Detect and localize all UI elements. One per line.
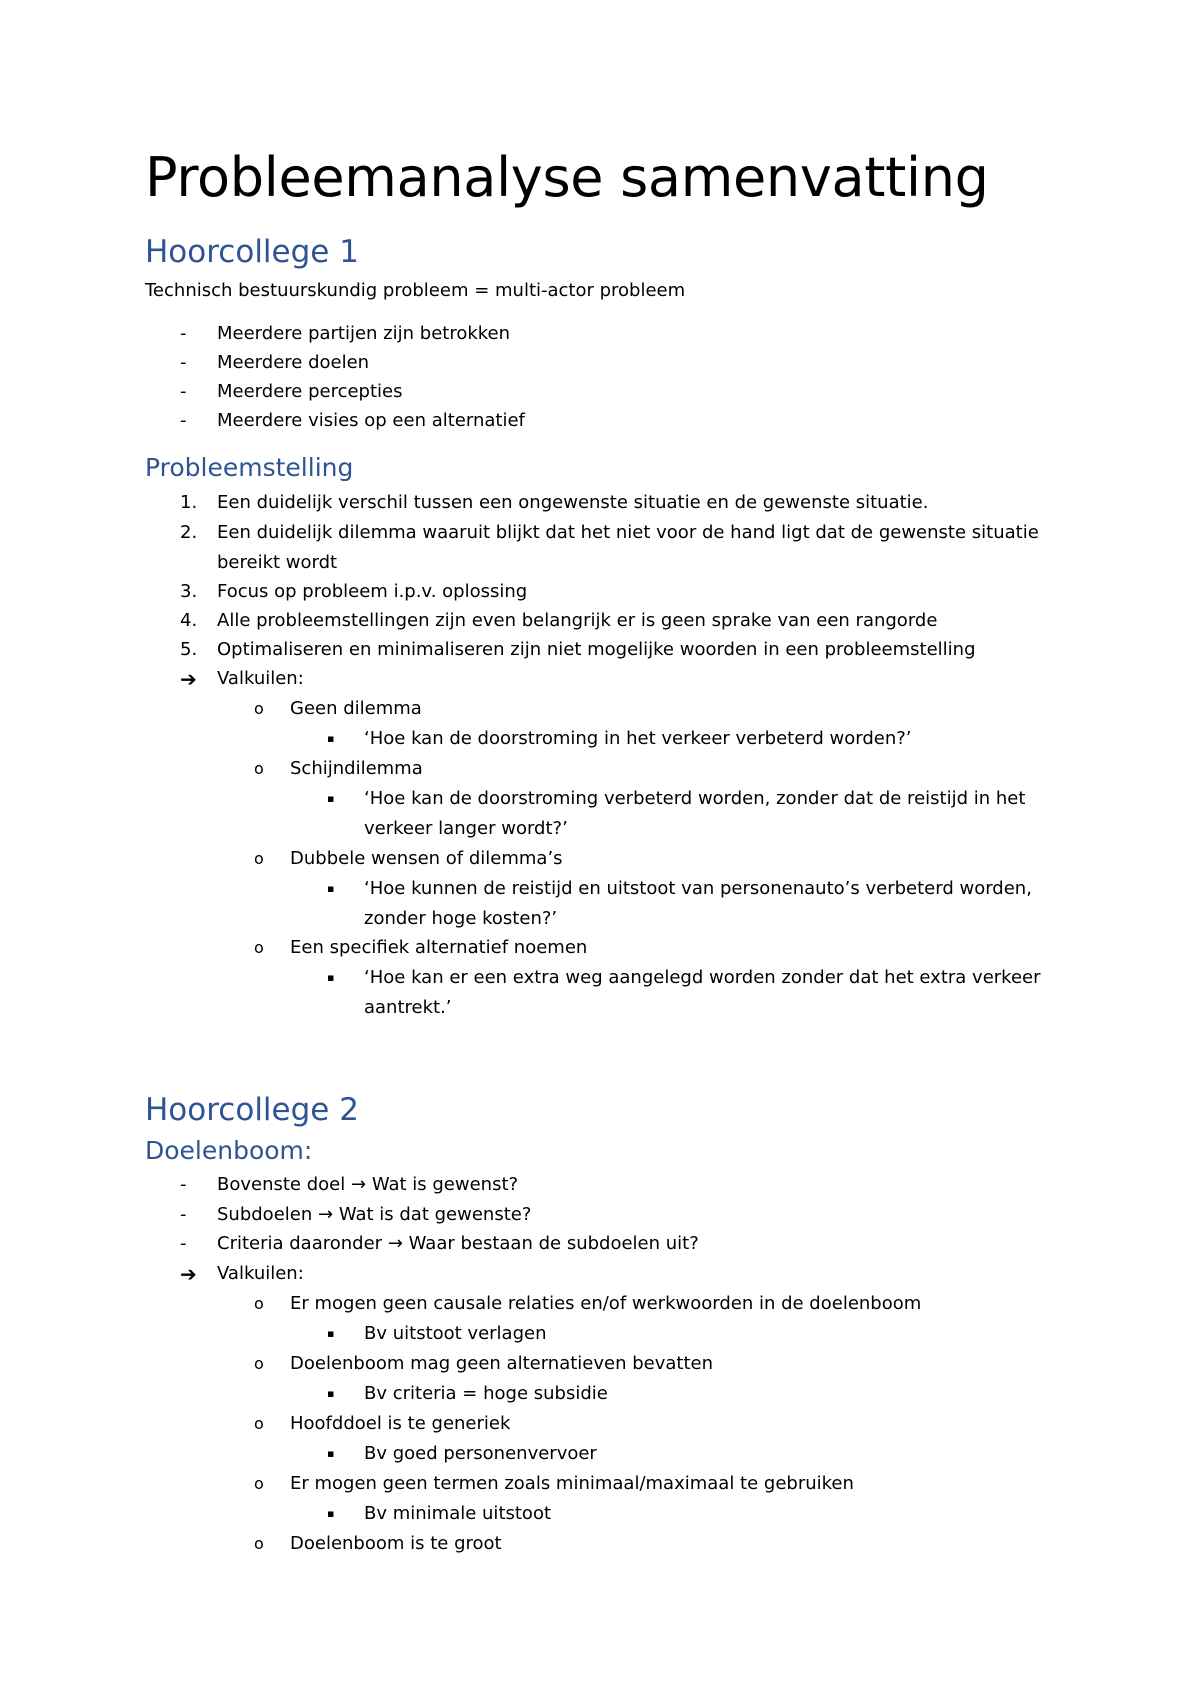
heading-doelenboom: Doelenboom:	[145, 1136, 313, 1165]
square-bullet-icon: ▪	[327, 732, 335, 745]
valkuil-label: Een specifiek alternatief noemen	[290, 937, 588, 958]
valkuil-label: Dubbele wensen of dilemma’s	[290, 848, 563, 869]
square-bullet-icon: ▪	[327, 1387, 335, 1400]
valkuil-label: Hoofddoel is te generiek	[290, 1413, 511, 1434]
circle-bullet-icon: o	[254, 938, 264, 957]
right-arrow-icon: →	[387, 1233, 403, 1254]
probleemstelling-item: Optimaliseren en minimaliseren zijn niet mogelijke woorden in een probleemstelling	[217, 639, 976, 660]
doelenboom-item	[217, 1232, 699, 1256]
hc1-item: Meerdere doelen	[217, 352, 370, 373]
probleemstelling-item: Focus op probleem i.p.v. oplossing	[217, 581, 528, 602]
list-number: 3.	[180, 581, 198, 602]
heading-hoorcollege-2: Hoorcollege 2	[145, 1092, 359, 1128]
circle-bullet-icon: o	[254, 699, 264, 718]
square-bullet-icon: ▪	[327, 1447, 335, 1460]
valkuil-example: Bv goed personenvervoer	[364, 1443, 597, 1464]
valkuil-example: ‘Hoe kan de doorstroming in het verkeer verbeterd worden?’	[364, 728, 912, 749]
hc1-item: Meerdere visies op een alternatief	[217, 410, 525, 431]
dash-marker: -	[180, 410, 187, 431]
right-arrow-icon: →	[318, 1204, 334, 1225]
hc1-intro: Technisch bestuurskundig probleem = multi-actor probleem	[145, 280, 686, 301]
circle-bullet-icon: o	[254, 1414, 264, 1433]
circle-bullet-icon: o	[254, 759, 264, 778]
doelenboom-item-question: Waar bestaan de subdoelen uit?	[408, 1233, 699, 1254]
doelenboom-item	[217, 1203, 531, 1227]
dash-marker: -	[180, 323, 187, 344]
doelenboom-item	[217, 1173, 518, 1197]
doelenboom-item-term: Subdoelen	[217, 1204, 313, 1225]
arrow-bullet-icon: ➔	[180, 1262, 197, 1286]
valkuil-label: Doelenboom is te groot	[290, 1533, 502, 1554]
circle-bullet-icon: o	[254, 1534, 264, 1553]
circle-bullet-icon: o	[254, 1294, 264, 1313]
document-title: Probleemanalyse samenvatting	[145, 146, 989, 209]
dash-marker: -	[180, 1174, 187, 1195]
hc1-item: Meerdere percepties	[217, 381, 403, 402]
valkuil-label: Er mogen geen causale relaties en/of werkwoorden in de doelenboom	[290, 1293, 922, 1314]
dash-marker: -	[180, 1233, 187, 1254]
valkuil-example: Bv minimale uitstoot	[364, 1503, 552, 1524]
valkuil-label: Doelenboom mag geen alternatieven bevatten	[290, 1353, 714, 1374]
square-bullet-icon: ▪	[327, 1507, 335, 1520]
square-bullet-icon: ▪	[327, 1327, 335, 1340]
list-number: 1.	[180, 492, 198, 513]
doelenboom-item-term: Criteria daaronder	[217, 1233, 383, 1254]
valkuil-example: ‘Hoe kan de doorstroming verbeterd worden, zonder dat de reistijd in het	[364, 788, 1026, 809]
doelenboom-item-term: Bovenste doel	[217, 1174, 346, 1195]
heading-hoorcollege-1: Hoorcollege 1	[145, 234, 359, 270]
right-arrow-icon: →	[350, 1174, 367, 1195]
circle-bullet-icon: o	[254, 1354, 264, 1373]
circle-bullet-icon: o	[254, 1474, 264, 1493]
hc1-item: Meerdere partijen zijn betrokken	[217, 323, 511, 344]
valkuil-label: Er mogen geen termen zoals minimaal/maximaal te gebruiken	[290, 1473, 854, 1494]
probleemstelling-item: Alle probleemstellingen zijn even belangrijk er is geen sprake van een rangorde	[217, 610, 938, 631]
square-bullet-icon: ▪	[327, 882, 335, 895]
valkuil-example-continued: aantrekt.’	[364, 997, 452, 1018]
valkuil-example: Bv uitstoot verlagen	[364, 1323, 547, 1344]
square-bullet-icon: ▪	[327, 792, 335, 805]
valkuil-example-continued: verkeer langer wordt?’	[364, 818, 568, 839]
square-bullet-icon: ▪	[327, 971, 335, 984]
probleemstelling-item: Een duidelijk verschil tussen een ongewenste situatie en de gewenste situatie.	[217, 492, 929, 513]
dash-marker: -	[180, 352, 187, 373]
dash-marker: -	[180, 381, 187, 402]
valkuilen-label: Valkuilen:	[217, 1263, 304, 1284]
dash-marker: -	[180, 1204, 187, 1225]
valkuilen-label: Valkuilen:	[217, 668, 304, 689]
arrow-bullet-icon: ➔	[180, 667, 197, 691]
list-number: 2.	[180, 522, 198, 543]
doelenboom-item-question: Wat is dat gewenste?	[338, 1204, 532, 1225]
list-number: 4.	[180, 610, 198, 631]
probleemstelling-item: Een duidelijk dilemma waaruit blijkt dat het niet voor de hand ligt dat de gewenste situatie	[217, 522, 1039, 543]
list-number: 5.	[180, 639, 198, 660]
circle-bullet-icon: o	[254, 849, 264, 868]
heading-probleemstelling: Probleemstelling	[145, 453, 354, 482]
valkuil-example-continued: zonder hoge kosten?’	[364, 908, 558, 929]
valkuil-example: ‘Hoe kan er een extra weg aangelegd worden zonder dat het extra verkeer	[364, 967, 1041, 988]
valkuil-example: Bv criteria = hoge subsidie	[364, 1383, 608, 1404]
doelenboom-item-question: Wat is gewenst?	[371, 1174, 519, 1195]
valkuil-label: Schijndilemma	[290, 758, 423, 779]
valkuil-example: ‘Hoe kunnen de reistijd en uitstoot van personenauto’s verbeterd worden,	[364, 878, 1032, 899]
probleemstelling-item-continued: bereikt wordt	[217, 552, 338, 573]
valkuil-label: Geen dilemma	[290, 698, 422, 719]
